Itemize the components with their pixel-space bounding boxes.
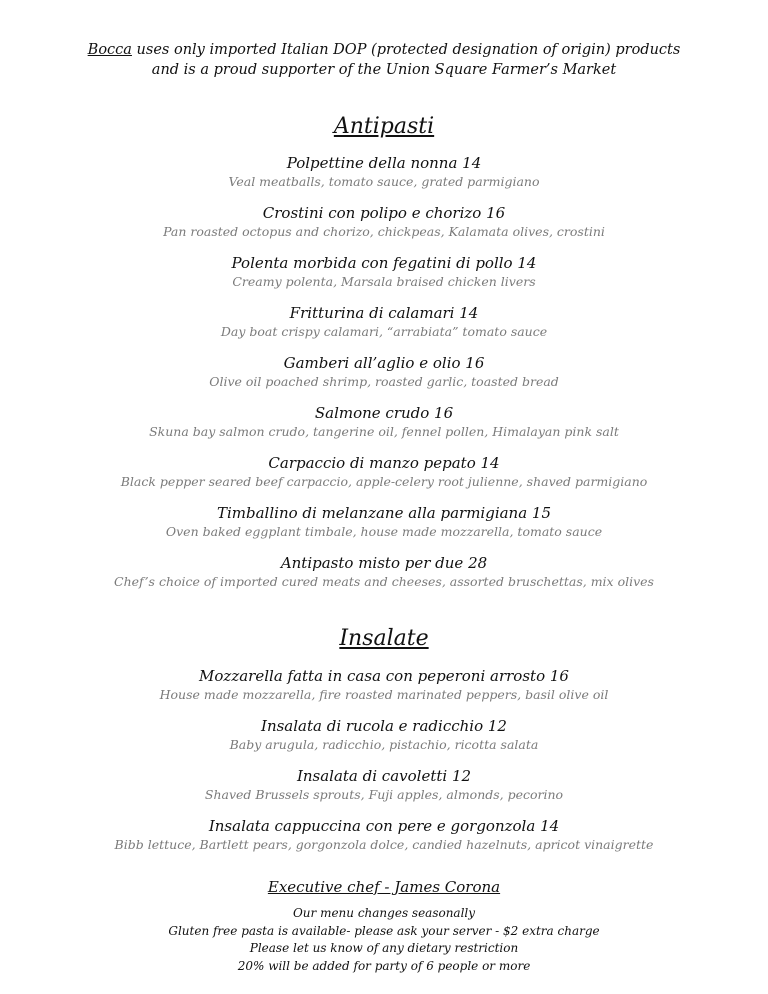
item-description: Baby arugula, radicchio, pistachio, ricotta salata: [229, 737, 539, 752]
item-name: Insalata di rucola e radicchio 12: [261, 717, 507, 735]
item-name: Fritturina di calamari 14: [289, 304, 479, 322]
intro-statement: [0, 40, 768, 80]
section-title-antipasti: Antipasti: [333, 114, 435, 139]
menu-item: [0, 553, 768, 591]
item-description: Creamy polenta, Marsala braised chicken livers: [232, 274, 536, 289]
item-description: Oven baked eggplant timbale, house made mozzarella, tomato sauce: [165, 524, 603, 539]
item-name: Mozzarella fatta in casa con peperoni arrosto 16: [199, 667, 569, 685]
menu-item: [0, 203, 768, 241]
menu-item: [0, 403, 768, 441]
menu-item: [0, 716, 768, 754]
brand-name: Bocca: [87, 42, 132, 58]
menu-item: [0, 303, 768, 341]
menu-item: [0, 503, 768, 541]
intro-line-2: and is a proud supporter of the Union Square Farmer’s Market: [151, 62, 617, 78]
menu-notes: [0, 905, 768, 975]
item-name: Carpaccio di manzo pepato 14: [268, 454, 500, 472]
executive-chef: Executive chef - James Corona: [267, 878, 501, 896]
menu-item: [0, 666, 768, 704]
item-description: Chef’s choice of imported cured meats and cheeses, assorted bruschettas, mix olives: [114, 574, 654, 589]
item-description: Bibb lettuce, Bartlett pears, gorgonzola dolce, candied hazelnuts, apricot vinaigrette: [114, 837, 654, 852]
section-title-insalate: Insalate: [339, 626, 429, 651]
intro-line-1-text: uses only imported Italian DOP (protected designation of origin) products: [131, 42, 681, 58]
item-description: Black pepper seared beef carpaccio, apple-celery root julienne, shaved parmigiano: [120, 474, 648, 489]
menu-item: [0, 453, 768, 491]
menu-item: [0, 353, 768, 391]
menu-item: [0, 816, 768, 854]
note-dietary: Please let us know of any dietary restriction: [249, 941, 519, 955]
item-name: Insalata di cavoletti 12: [296, 767, 472, 785]
menu-item: [0, 766, 768, 804]
item-description: Olive oil poached shrimp, roasted garlic, toasted bread: [209, 374, 559, 389]
item-name: Polenta morbida con fegatini di pollo 14: [231, 254, 537, 272]
item-name: Polpettine della nonna 14: [286, 154, 482, 172]
note-gluten-free: Gluten free pasta is available- please ask your server - $2 extra charge: [168, 923, 600, 938]
item-description: Pan roasted octopus and chorizo, chickpeas, Kalamata olives, crostini: [163, 224, 605, 239]
item-description: Skuna bay salmon crudo, tangerine oil, fennel pollen, Himalayan pink salt: [149, 424, 619, 439]
note-seasonal: Our menu changes seasonally: [292, 906, 476, 920]
item-name: Timballino di melanzane alla parmigiana 15: [216, 504, 552, 522]
item-description: House made mozzarella, fire roasted marinated peppers, basil olive oil: [159, 687, 609, 702]
item-name: Insalata cappuccina con pere e gorgonzola 14: [208, 817, 560, 835]
note-gratuity: 20% will be added for party of 6 people or more: [237, 958, 531, 973]
item-name: Antipasto misto per due 28: [280, 554, 488, 572]
item-name: Gamberi all’aglio e olio 16: [283, 354, 485, 372]
item-name: Salmone crudo 16: [314, 404, 454, 422]
item-description: Veal meatballs, tomato sauce, grated parmigiano: [228, 174, 540, 189]
menu-item: [0, 153, 768, 191]
intro-line-1: [0, 40, 768, 60]
menu-item: [0, 253, 768, 291]
item-description: Shaved Brussels sprouts, Fuji apples, almonds, pecorino: [204, 787, 564, 802]
item-name: Crostini con polipo e chorizo 16: [262, 204, 506, 222]
item-description: Day boat crispy calamari, “arrabiata” tomato sauce: [220, 324, 548, 339]
